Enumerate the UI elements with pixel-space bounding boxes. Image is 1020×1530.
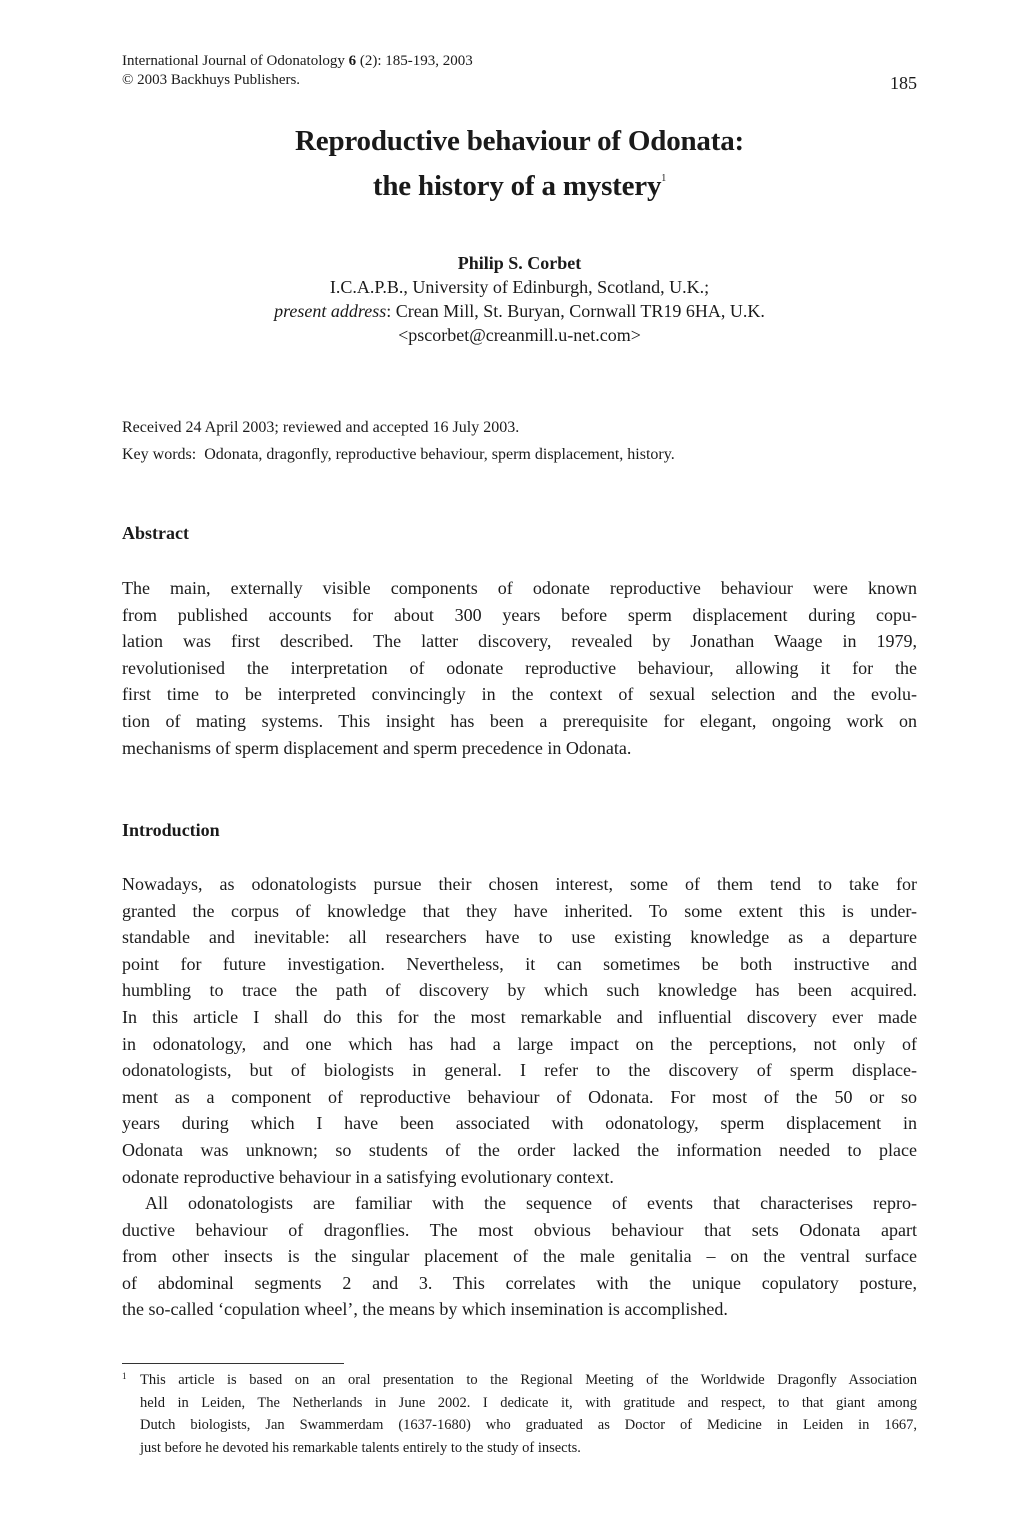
text-line: All odonatologists are familiar with the sequence of events that characterises repro-	[145, 1193, 917, 1213]
text-line: Dutch biologists, Jan Swammerdam (1637-1680) who graduated as Doctor of Medicine in Leiden in 1667,	[140, 1417, 917, 1434]
text-line: In this article I shall do this for the most remarkable and influential discovery ever made	[122, 1006, 917, 1027]
author-block	[122, 251, 917, 347]
footnote	[122, 1369, 917, 1459]
article-meta	[122, 414, 917, 468]
text-line: tion of mating systems. This insight has been a prerequisite for elegant, ongoing work on	[122, 710, 917, 731]
article-title	[122, 122, 917, 205]
copyright-line: © 2003 Backhuys Publishers.	[122, 72, 301, 88]
text-line: from published accounts for about 300 years before sperm displacement during copu-	[122, 604, 917, 625]
running-header	[122, 52, 917, 93]
received-dates: Received 24 April 2003; reviewed and accepted 16 July 2003.	[122, 419, 520, 436]
text-line: of abdominal segments 2 and 3. This correlates with the unique copulatory posture,	[122, 1272, 917, 1293]
footnote-text	[140, 1369, 917, 1459]
text-line: revolutionised the interpretation of odonate reproductive behaviour, allowing it for the	[122, 657, 917, 678]
text-line: standable and inevitable: all researchers have to use existing knowledge as a departure	[122, 927, 917, 948]
text-line: mechanisms of sperm displacement and sperm precedence in Odonata.	[122, 737, 632, 758]
page-number: 185	[890, 73, 917, 93]
author-name: Philip S. Corbet	[457, 253, 582, 273]
text-line: held in Leiden, The Netherlands in June 2002. I dedicate it, with gratitude and respect, to that giant among	[140, 1394, 917, 1411]
footnote-divider	[122, 1363, 344, 1364]
text-line: just before he devoted his remarkable talents entirely to the study of insects.	[140, 1439, 581, 1456]
text-line: The main, externally visible components of odonate reproductive behaviour were known	[122, 578, 917, 598]
title-line-1: Reproductive behaviour of Odonata:	[295, 125, 744, 157]
introduction-heading: Introduction	[122, 820, 220, 840]
author-email[interactable]: <pscorbet@creanmill.u-net.com>	[398, 325, 641, 345]
journal-citation: International Journal of Odonatology 6 (2): 185-193, 2003	[122, 53, 473, 69]
author-present-address: present address: Crean Mill, St. Buryan, Cornwall TR19 6HA, U.K.	[274, 301, 765, 321]
text-line: odonate reproductive behaviour in a satisfying evolutionary context.	[122, 1166, 614, 1187]
text-line: ment as a component of reproductive behaviour of Odonata. For most of the 50 or so	[122, 1086, 917, 1107]
text-line: from other insects is the singular placement of the male genitalia – on the ventral surface	[122, 1246, 917, 1267]
text-line: Nowadays, as odonatologists pursue their chosen interest, some of them tend to take for	[122, 874, 917, 894]
text-line: This article is based on an oral presentation to the Regional Meeting of the Worldwide Dragonfly Association	[140, 1372, 917, 1388]
text-line: in odonatology, and one which has had a large impact on the perceptions, not only of	[122, 1033, 917, 1054]
introduction-paragraph-1	[122, 871, 917, 1190]
text-line: ductive behaviour of dragonflies. The most obvious behaviour that sets Odonata apart	[122, 1219, 917, 1240]
introduction-paragraph-2	[122, 1190, 917, 1323]
abstract-paragraph	[122, 575, 917, 761]
text-line: odonatologists, but of biologists in general. I refer to the discovery of sperm displace-	[122, 1060, 917, 1081]
text-line: point for future investigation. Nevertheless, it can sometimes be both instructive and	[122, 953, 917, 974]
title-line-2: the history of a mystery$^1$	[372, 170, 667, 202]
text-line: the so-called ‘copulation wheel’, the means by which insemination is accomplished.	[122, 1299, 728, 1320]
volume-number: 6	[348, 53, 357, 69]
text-line: Odonata was unknown; so students of the order lacked the information needed to place	[122, 1139, 917, 1160]
keywords: Key words: Odonata, dragonfly, reproductive behaviour, sperm displacement, history.	[122, 446, 675, 463]
text-line: first time to be interpreted convincingly in the context of sexual selection and the evolu-	[122, 684, 917, 705]
text-line: lation was first described. The latter discovery, revealed by Jonathan Waage in 1979,	[122, 631, 917, 652]
footnote-mark: 1	[122, 1371, 127, 1381]
title-footnote-mark[interactable]: 1	[661, 173, 667, 184]
text-line: humbling to trace the path of discovery by which such knowledge has been acquired.	[122, 980, 917, 1001]
abstract-heading: Abstract	[122, 523, 189, 543]
text-line: years during which I have been associated with odonatology, sperm displacement in	[122, 1113, 917, 1134]
author-affiliation: I.C.A.P.B., University of Edinburgh, Scotland, U.K.;	[329, 277, 710, 297]
text-line: granted the corpus of knowledge that they have inherited. To some extent this is under-	[122, 900, 917, 921]
